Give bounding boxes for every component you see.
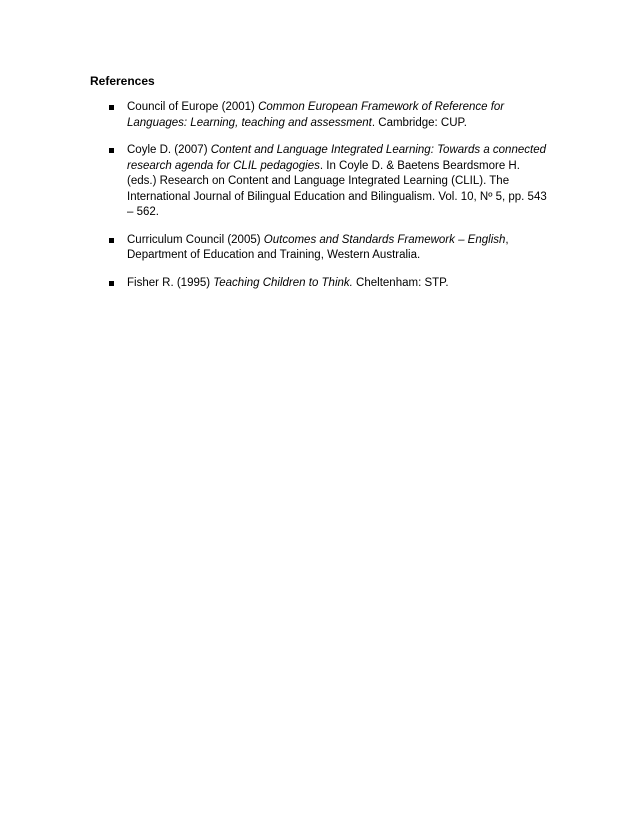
reference-item — [107, 143, 547, 221]
references-list — [107, 100, 547, 303]
square-bullet-icon — [109, 148, 114, 153]
square-bullet-icon — [109, 281, 114, 286]
reference-title: Content and Language Integrated Learning: Towards a connected research agenda for CLIL pedagogies — [127, 144, 546, 172]
reference-title: Teaching Children to Think. — [213, 276, 353, 289]
square-bullet-icon — [109, 238, 114, 243]
reference-item — [107, 233, 547, 264]
reference-author-year: Fisher R. (1995) — [127, 276, 214, 289]
reference-publisher: Cheltenham: STP. — [352, 276, 449, 289]
reference-publisher: . In Coyle D. & Baetens Beardsmore H. (eds.) Research on Content and Language Integrated Learning (CLIL). The International Journal of Bilingual Education and Bilingualism. Vol. 10, Nº 5, pp. 543 – 562. — [127, 159, 547, 218]
reference-item — [107, 276, 547, 292]
square-bullet-icon — [109, 105, 114, 110]
reference-publisher: , Department of Education and Training, Western Australia. — [127, 233, 509, 261]
reference-title: Outcomes and Standards Framework – English — [263, 233, 506, 246]
reference-author-year: Curriculum Council (2005) — [127, 233, 264, 246]
reference-item — [107, 100, 547, 131]
reference-author-year: Coyle D. (2007) — [127, 144, 211, 156]
reference-author-year: Council of Europe (2001) — [127, 101, 259, 113]
reference-title: Common European Framework of Reference for Languages: Learning, teaching and assessment — [127, 101, 505, 129]
reference-publisher: . Cambridge: CUP. — [371, 116, 467, 129]
references-heading: References — [90, 74, 155, 88]
